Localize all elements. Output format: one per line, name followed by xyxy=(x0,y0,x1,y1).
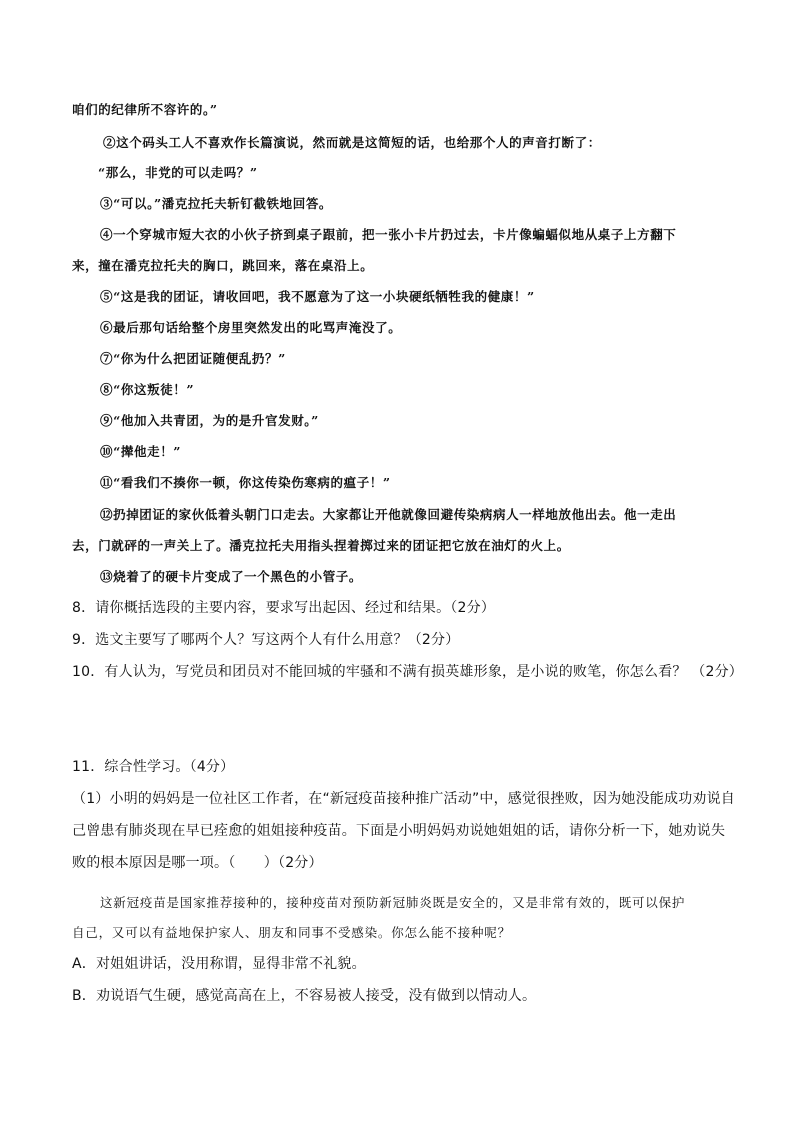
passage-line-8: ⑥最后那句话给整个房里突然发出的叱骂声淹没了。 xyxy=(100,320,402,335)
passage-line-16: ⑬烧着了的硬卡片变成了一个黑色的小管子。 xyxy=(100,569,363,584)
passage-line-1: 咱们的纪律所不容许的。” xyxy=(72,102,218,117)
option-b: B．劝说语气生硬，感觉高高在上，不容易被人接受，没有做到以情动人。 xyxy=(72,988,537,1004)
passage-line-15: 去，门就砰的一声关上了。潘克拉托夫用指头捏着掷过来的团证把它放在油灯的火上。 xyxy=(72,538,570,553)
passage-line-11: ⑨“他加入共青团，为的是升官发财。” xyxy=(100,413,319,428)
passage-line-3: “那么，非党的可以走吗？” xyxy=(98,165,258,180)
question-8: 8．请你概括选段的主要内容，要求写出起因、经过和结果。（2分） xyxy=(72,600,496,616)
option-a: A．对姐姐讲话，没用称谓，显得非常不礼貌。 xyxy=(72,956,366,972)
quote-line-1: 这新冠疫苗是国家推荐接种的，接种疫苗对预防新冠肺炎既是安全的，又是非常有效的，既可以保护 xyxy=(100,895,686,910)
passage-line-12: ⑩“撵他走！” xyxy=(100,444,182,459)
question-9: 9．选文主要写了哪两个人？写这两个人有什么用意？（2分） xyxy=(72,632,460,648)
question-11-1-line-1: （1）小明的妈妈是一位社区工作者，在“新冠疫苗接种推广活动”中，感觉很挫败，因为她没能成功劝说自 xyxy=(72,791,736,807)
passage-line-13: ⑪“看我们不揍你一顿，你这传染伤寒病的瘟子！” xyxy=(100,475,391,490)
question-11: 11．综合性学习。（4分） xyxy=(72,759,235,775)
passage-line-14: ⑫扔掉团证的家伙低着头朝门口走去。大家都让开他就像回避传染病病人一样地放他出去。他一走出 xyxy=(100,507,677,522)
passage-line-9: ⑦“你为什么把团证随便乱扔？” xyxy=(100,351,286,366)
question-11-1-line-2: 己曾患有肺炎现在早已痊愈的姐姐接种疫苗。下面是小明妈妈劝说她姐姐的话，请你分析一下，她劝说失 xyxy=(72,823,726,839)
question-10: 10．有人认为，写党员和团员对不能回城的牢骚和不满有损英雄形象，是小说的败笔，你怎么看？ （2分） xyxy=(72,664,743,680)
passage-line-5: ④一个穿城市短大衣的小伙子挤到桌子跟前，把一张小卡片扔过去，卡片像蝙蝠似地从桌子上方翻下 xyxy=(100,227,677,242)
passage-line-10: ⑧“你这叛徒！” xyxy=(100,382,195,397)
quote-line-2: 自己，又可以有益地保护家人、朋友和同事不受感染。你怎么能不接种呢？ xyxy=(72,925,511,940)
passage-line-6: 来，撞在潘克拉托夫的胸口，跳回来，落在桌沿上。 xyxy=(72,258,374,273)
passage-line-2: ②这个码头工人不喜欢作长篇演说，然而就是这简短的话，也给那个人的声音打断了： xyxy=(103,135,601,150)
passage-line-7: ⑤“这是我的团证，请收回吧，我不愿意为了这一小块硬纸牺牲我的健康！” xyxy=(100,289,535,304)
passage-line-4: ③“可以。”潘克拉托夫斩钉截铁地回答。 xyxy=(100,196,333,211)
question-11-1-line-3: 败的根本原因是哪一项。（ ）（2分） xyxy=(72,855,323,871)
